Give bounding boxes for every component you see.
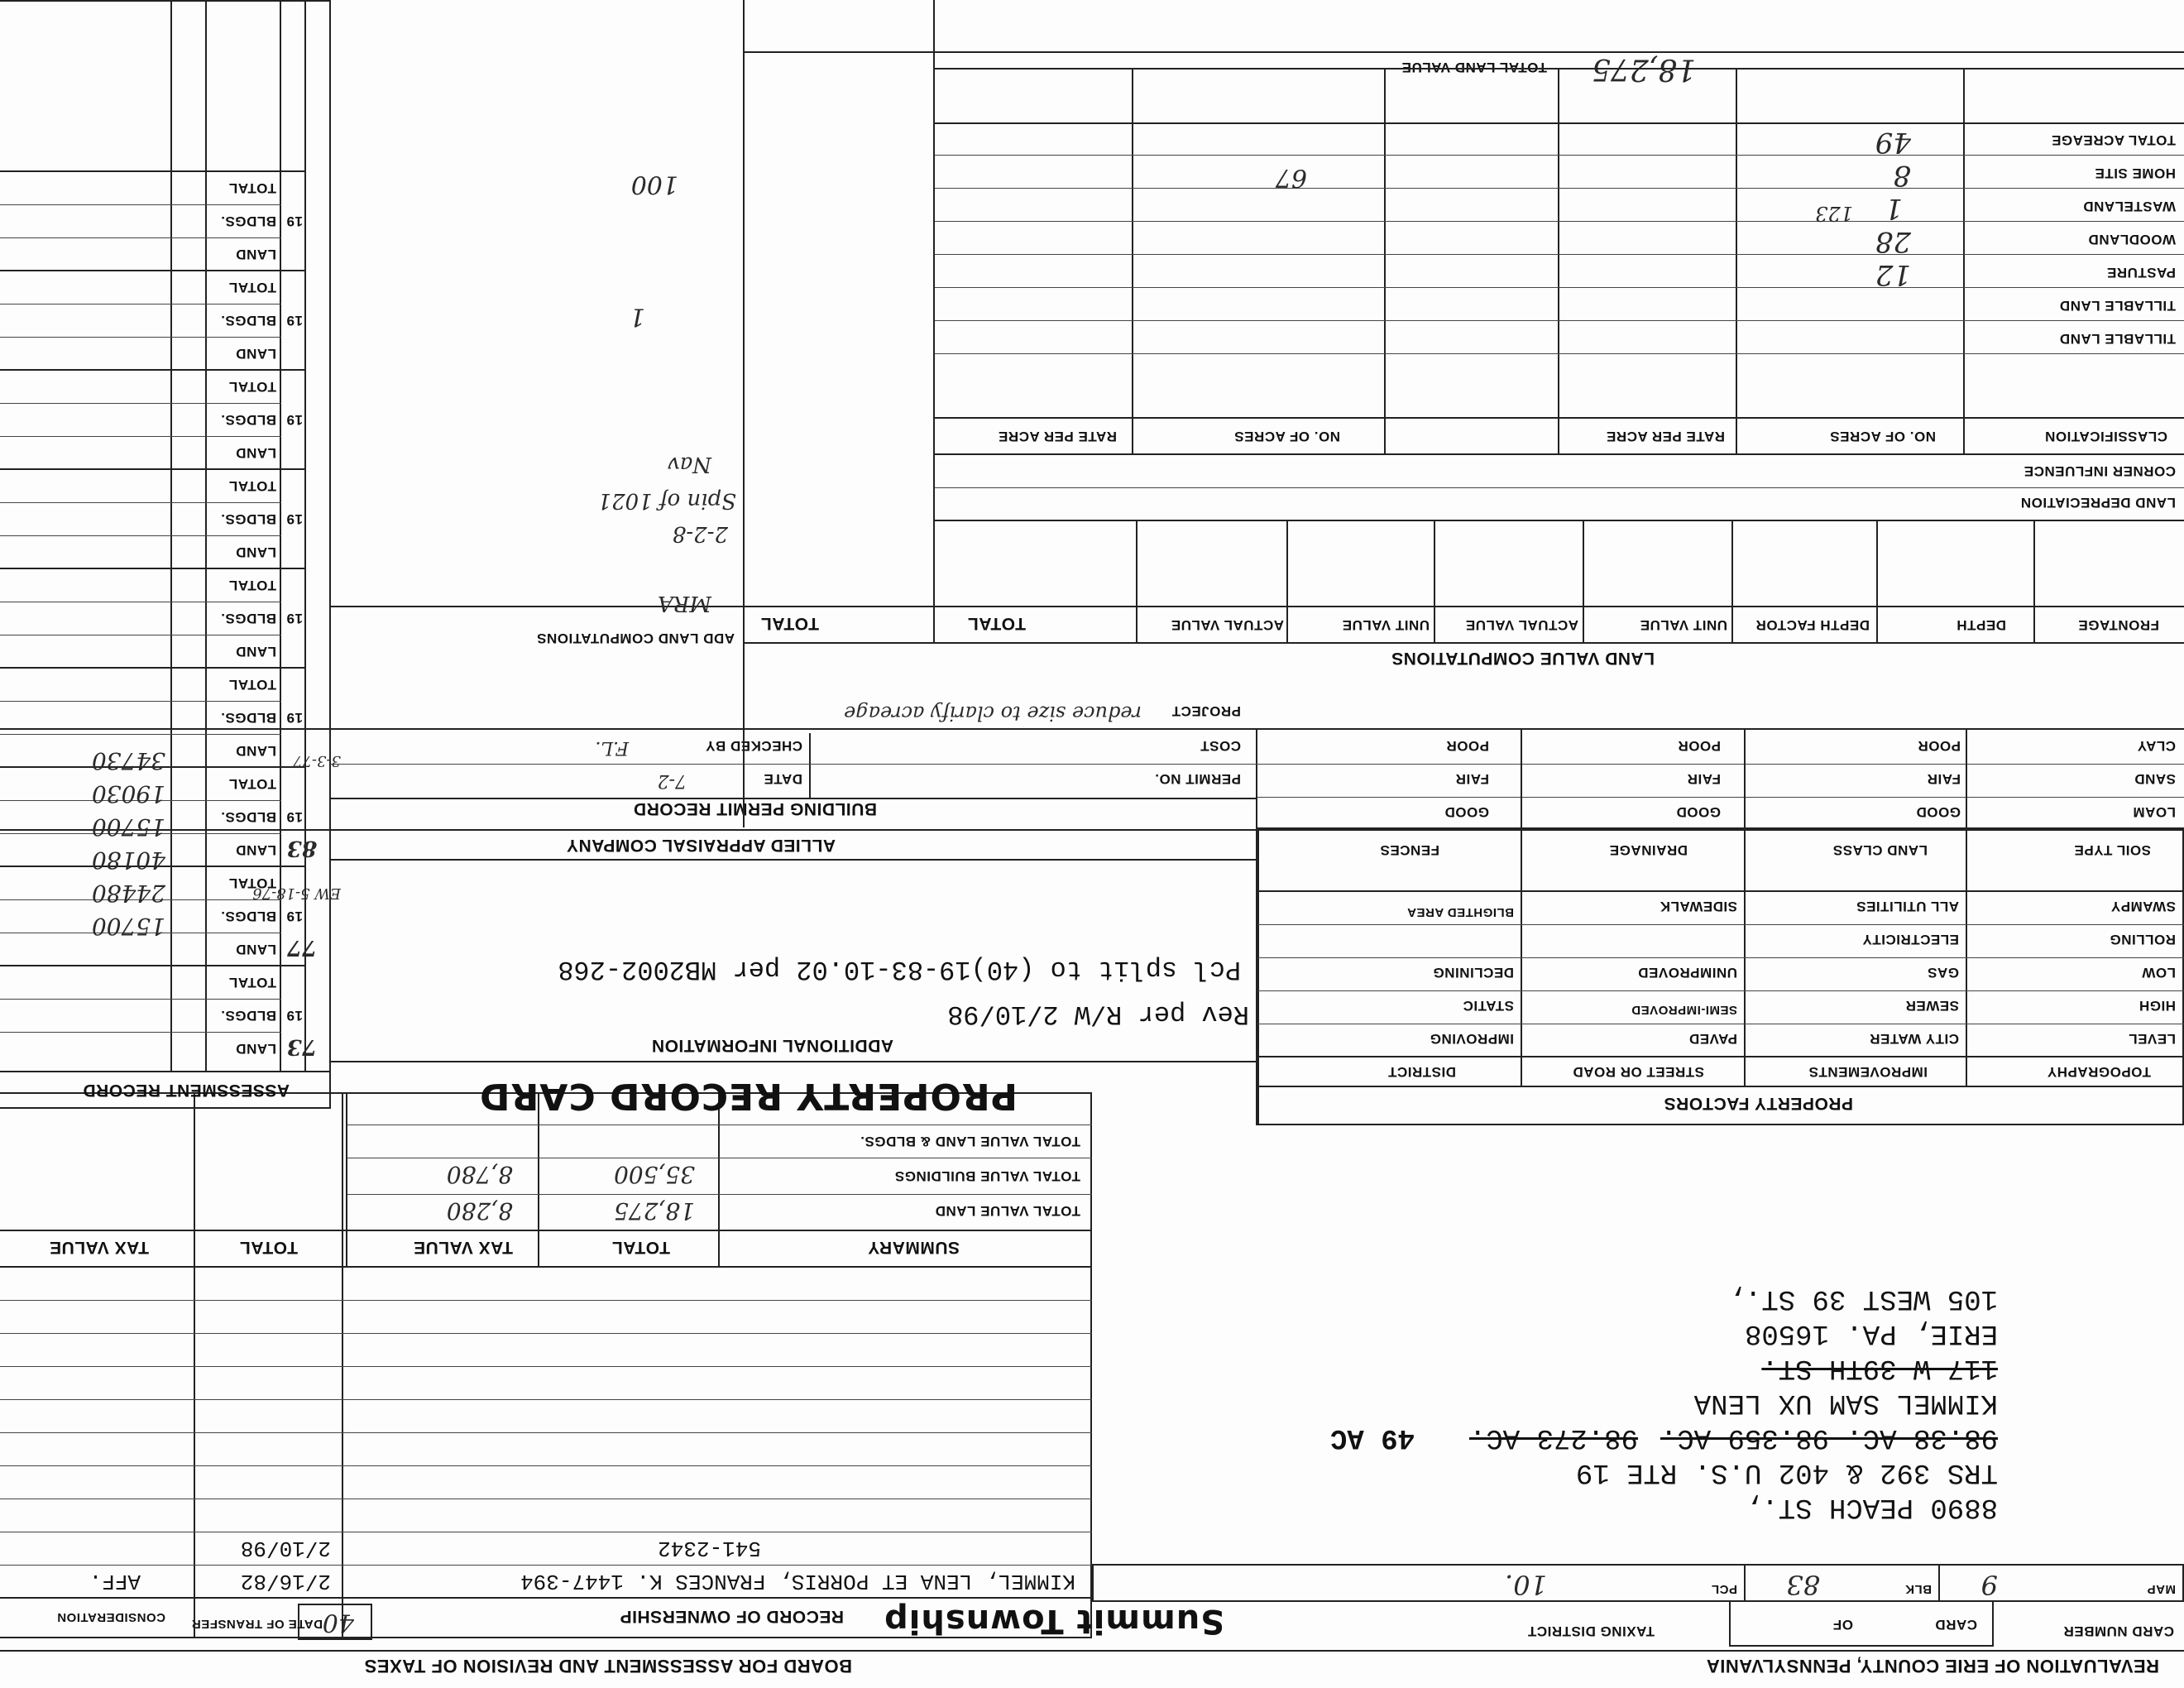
row-woodland: WOODLAND [2088, 232, 2176, 247]
assessment-row-label: BLDGS. [220, 213, 276, 229]
additional-info-line-2: Pcl split to (40)19-83-10.02 per MB2002-268 [558, 954, 1241, 985]
address-line-2: TRS 392 & 402 U.S. RTE 19 [1575, 1456, 1998, 1488]
assessment-year-83: 83 [286, 836, 317, 861]
assessment-row-label: TOTAL [228, 379, 276, 395]
assessment-row-rule [0, 535, 281, 536]
assessment-83-bldgs: 19030 [91, 780, 165, 808]
owner-row-1-consideration: AFF. [89, 1569, 141, 1594]
topography-level: LEVEL [2128, 1031, 2176, 1047]
street-label: STREET OR ROAD [1572, 1064, 1704, 1080]
map-label: MAP [2147, 1582, 2176, 1596]
assessment-side-note-1: EW 5-18-76 [252, 885, 341, 902]
drainage-poor: POOR [1677, 738, 1721, 754]
owner-row-2-date: 2/10/98 [240, 1536, 331, 1561]
hand-tillable-value: 1 [629, 302, 645, 331]
corner-influence-label: CORNER INFLUENCE [2024, 463, 2176, 479]
assessment-row-rule [0, 237, 281, 238]
improvement-electricity: ELECTRICITY [1862, 932, 1959, 947]
assessment-row-rule [0, 403, 281, 404]
land-class-poor: POOR [1917, 738, 1961, 754]
district-improving: IMPROVING [1430, 1031, 1514, 1047]
assessment-year-77: 77 [286, 935, 317, 960]
hand-home-site-value: 100 [630, 170, 678, 199]
no-of-acres-label: NO. OF ACRES [1829, 429, 1936, 444]
taxing-district-label: TAXING DISTRICT [1527, 1623, 1655, 1639]
assessment-row-rule [0, 270, 306, 271]
assessment-year-prefix: 19 [286, 412, 303, 428]
address-line-1: 8890 PEACH ST., [1744, 1491, 1998, 1523]
assessment-row-rule [0, 337, 281, 338]
assessment-year-prefix: 19 [286, 313, 303, 328]
assessment-row-rule [0, 304, 281, 305]
project-hand: reduce size to clarify acreage [844, 702, 1142, 725]
assessment-row-label: TOTAL [228, 776, 276, 792]
land-class-fair: FAIR [1927, 771, 1961, 787]
summary-bldg-total-hand: 35,500 [614, 1161, 695, 1188]
col-unit-value-1: UNIT VALUE [1640, 617, 1727, 633]
add-land-note-mra: MRA [658, 591, 711, 616]
assessment-row-label: LAND [235, 1041, 276, 1057]
assessment-row-label: LAND [235, 842, 276, 858]
assessment-row-label: LAND [235, 247, 276, 262]
assessment-year-prefix: 19 [286, 710, 303, 726]
address-acreage-new: 49 AC [1329, 1422, 1415, 1453]
assessment-row-label: TOTAL [228, 180, 276, 196]
total-value-land-bldgs-label: TOTAL VALUE LAND & BLDGS. [860, 1134, 1080, 1149]
total-land-value-hand: 18,275 [1592, 52, 1696, 86]
property-record-card-title: PROPERTY RECORD CARD [478, 1075, 1018, 1117]
topography-low: LOW [2141, 965, 2176, 981]
address-acreage-struck: 98.38 AC. 98.359 AC. [1660, 1422, 1998, 1453]
district-label: DISTRICT [1387, 1064, 1456, 1080]
street-paved: PAVED [1688, 1031, 1737, 1047]
row-pasture: PASTURE [2106, 265, 2176, 281]
hand-home-site-acres: 8 [1893, 159, 1911, 192]
row-wasteland: WASTELAND [2082, 199, 2176, 214]
permit-no-label: PERMIT NO. [1154, 771, 1241, 787]
col-total-1: TOTAL [967, 614, 1026, 633]
owner-row-1-date: 2/16/82 [240, 1569, 331, 1594]
summary-label: SUMMARY [867, 1238, 960, 1257]
total-value-land-label: TOTAL VALUE LAND [935, 1203, 1080, 1219]
col-actual-value-1: ACTUAL VALUE [1465, 617, 1578, 633]
assessment-year-prefix: 19 [286, 611, 303, 626]
taxing-district-value: 40 [322, 1608, 354, 1637]
land-value-computations-title: LAND VALUE COMPUTATIONS [1391, 649, 1655, 668]
blk-label: BLK [1904, 1582, 1932, 1596]
assessment-row-rule [0, 667, 306, 669]
map-blk-pcl-strip [1092, 1564, 2184, 1602]
district-static: STATIC [1463, 998, 1514, 1014]
assessment-year-prefix: 19 [286, 511, 303, 527]
improvement-sewer: SEWER [1905, 998, 1959, 1014]
assessment-row-label: LAND [235, 445, 276, 461]
assessment-83-total: 34730 [91, 747, 165, 774]
owner-row-1: KIMMEL, LENA ET PORRIS, FRANCES K. 1447-394 [520, 1569, 1075, 1594]
assessment-row-rule [0, 204, 281, 205]
fences-good: GOOD [1444, 804, 1489, 820]
checked-by-hand: F.L. [595, 737, 629, 758]
additional-info-title: ADDITIONAL INFORMATION [651, 1036, 893, 1055]
permit-date-hand: 7-2 [657, 770, 687, 791]
hand-pasture-acres: 12 [1875, 258, 1911, 291]
assessment-row-rule [0, 369, 306, 371]
fences-label: FENCES [1380, 842, 1439, 858]
topography-swampy: SWAMPY [2110, 899, 2176, 914]
district-declining: DECLINING [1433, 965, 1514, 981]
pcl-label: PCL [1711, 1582, 1737, 1596]
summary-tax-value-label: TAX VALUE [413, 1238, 513, 1257]
classification-label: CLASSIFICATION [2044, 429, 2167, 444]
assessment-row-label: BLDGS. [220, 809, 276, 825]
old-mailing-street: 117 W 39TH ST. [1761, 1352, 1998, 1383]
soil-loam: LOAM [2132, 804, 2176, 820]
assessment-row-label: LAND [235, 346, 276, 362]
col-depth: DEPTH [1956, 617, 2006, 633]
add-land-computations-label: ADD LAND COMPUTATIONS [536, 631, 735, 646]
assessment-row-label: TOTAL [228, 578, 276, 593]
assessment-77-land: 15700 [91, 913, 165, 940]
assessment-row-label: BLDGS. [220, 710, 276, 726]
improvement-city-water: CITY WATER [1869, 1031, 1959, 1047]
improvements-label: IMPROVEMENTS [1808, 1064, 1928, 1080]
topography-high: HIGH [2138, 998, 2176, 1014]
assessment-row-label: TOTAL [228, 280, 276, 295]
assessment-row-rule [0, 1032, 281, 1033]
land-class-label: LAND CLASS [1832, 842, 1928, 858]
assessment-year-prefix: 19 [286, 809, 303, 825]
township-name: Summit Township [884, 1602, 1224, 1640]
summary-land-tax-hand: 8,280 [446, 1197, 513, 1225]
drainage-fair: FAIR [1687, 771, 1721, 787]
assessment-year-prefix: 19 [286, 213, 303, 229]
assessment-row-label: BLDGS. [220, 909, 276, 924]
col-total-2: TOTAL [760, 614, 819, 633]
assessment-77-bldgs: 24480 [91, 880, 165, 907]
card-number-label: CARD NUMBER [2063, 1623, 2174, 1639]
col-depth-factor: DEPTH FACTOR [1755, 617, 1870, 633]
assessment-row-label: TOTAL [228, 875, 276, 891]
date-of-transfer-label: DATE OF TRANSFER [191, 1617, 323, 1631]
assessment-row-rule [0, 502, 281, 503]
blk-value: 83 [1786, 1569, 1820, 1600]
summary-total-label: TOTAL [611, 1238, 670, 1257]
mailing-street: 105 WEST 39 ST., [1727, 1283, 1998, 1314]
assessment-row-rule [0, 436, 281, 437]
owner-name: KIMMEL SAM UX LENA [1693, 1387, 1998, 1418]
assessment-row-rule [0, 170, 306, 172]
col-actual-value-2: ACTUAL VALUE [1171, 617, 1284, 633]
assessment-year-73: 73 [286, 1034, 317, 1059]
address-acreage-struck-2: 98.273 AC. [1468, 1422, 1638, 1453]
drainage-good: GOOD [1676, 804, 1721, 820]
fences-fair: FAIR [1455, 771, 1489, 787]
of-label: OF [1832, 1617, 1853, 1633]
card-label: CARD [1934, 1617, 1977, 1633]
summary-total-label-2: TOTAL [239, 1238, 298, 1257]
assessment-row-rule [0, 999, 281, 1000]
pcl-value: 10. [1505, 1569, 1547, 1600]
street-unimproved: UNIMPROVED [1637, 965, 1737, 981]
permit-date-label: DATE [763, 771, 802, 787]
land-class-good: GOOD [1916, 804, 1961, 820]
assessment-77-total: 40180 [91, 846, 165, 874]
street-sidewalk: SIDEWALK [1660, 899, 1737, 914]
row-tillable-land-1: TILLABLE LAND [2059, 298, 2176, 314]
assessment-row-rule [0, 965, 306, 966]
improvement-all-utilities: ALL UTILITIES [1856, 899, 1959, 914]
assessment-row-label: BLDGS. [220, 313, 276, 328]
assessment-row-label: TOTAL [228, 677, 276, 693]
assessment-83-land: 15700 [91, 813, 165, 841]
col-unit-value-2: UNIT VALUE [1342, 617, 1430, 633]
checked-by-label: CHECKED BY [705, 738, 802, 754]
hand-woodland-acres: 28 [1875, 225, 1911, 258]
map-value: 9 [1980, 1569, 1998, 1600]
assessment-row-label: BLDGS. [220, 412, 276, 428]
county-title: REVALUATION OF ERIE COUNTY, PENNSYLVANIA [1706, 1656, 2159, 1676]
assessment-row-label: LAND [235, 743, 276, 759]
assessment-row-label: LAND [235, 942, 276, 957]
building-permit-title: BUILDING PERMIT RECORD [633, 799, 877, 818]
add-land-note-nav: Nav [668, 452, 711, 477]
assessment-row-label: BLDGS. [220, 1008, 276, 1024]
consideration-label: CONSIDERATION [56, 1610, 165, 1624]
assessment-row-rule [0, 568, 306, 569]
topography-rolling: ROLLING [2110, 932, 2176, 947]
assessment-side-note-2: 3-3-77 [293, 752, 341, 770]
row-tillable-land-2: TILLABLE LAND [2059, 331, 2176, 347]
total-value-buildings-label: TOTAL VALUE BUILDINGS [894, 1168, 1080, 1184]
hand-wasteland-acres: 1 [1885, 192, 1903, 225]
rate-per-acre-label-2: RATE PER ACRE [998, 429, 1117, 444]
rate-per-acre-label: RATE PER ACRE [1606, 429, 1725, 444]
add-land-note-spin: Spin of 1021 [597, 488, 736, 513]
no-of-acres-label-2: NO. OF ACRES [1233, 429, 1340, 444]
assessment-year-prefix: 19 [286, 909, 303, 924]
assessment-row-label: BLDGS. [220, 511, 276, 527]
hand-value-note: 67 [1275, 163, 1307, 192]
assessment-row-label: BLDGS. [220, 611, 276, 626]
topography-label: TOPOGRAPHY [2047, 1064, 2151, 1080]
allied-appraisal-label: ALLIED APPRAISAL COMPANY [566, 836, 836, 855]
permit-cost-label: COST [1200, 738, 1241, 754]
summary-land-total-hand: 18,275 [614, 1197, 695, 1225]
district-blighted-area: BLIGHTED AREA [1406, 905, 1514, 919]
soil-clay: CLAY [2137, 738, 2176, 754]
hand-total-acres: 49 [1875, 126, 1911, 159]
assessment-row-label: LAND [235, 544, 276, 560]
total-acreage-label: TOTAL ACREAGE [2051, 132, 2176, 148]
assessment-row-label: TOTAL [228, 975, 276, 990]
soil-type-label: SOIL TYPE [2074, 842, 2151, 858]
assessment-year-prefix: 19 [286, 1008, 303, 1024]
assessment-row-rule [0, 468, 306, 470]
owner-row-2: 541-2342 [658, 1536, 761, 1561]
assessment-row-label: TOTAL [228, 478, 276, 494]
assessment-record-title: ASSESSMENT RECORD [82, 1081, 290, 1100]
ownership-title: RECORD OF OWNERSHIP [620, 1607, 844, 1626]
assessment-row-label: LAND [235, 644, 276, 659]
property-factors-title: PROPERTY FACTORS [1664, 1094, 1853, 1113]
summary-bldg-tax-hand: 8,780 [446, 1161, 513, 1188]
street-semi-improved: SEMI-IMPROVED [1631, 1003, 1737, 1017]
board-title: BOARD FOR ASSESSMENT AND REVISION OF TAXES [364, 1656, 852, 1676]
col-frontage: FRONTAGE [2077, 617, 2159, 633]
hand-wasteland-rate: 123 [1815, 202, 1853, 225]
land-depreciation-label: LAND DEPRECIATION [2020, 495, 2176, 511]
drainage-label: DRAINAGE [1609, 842, 1688, 858]
assessment-row-rule [0, 701, 281, 702]
project-label: PROJECT [1171, 703, 1241, 719]
fences-poor: POOR [1445, 738, 1489, 754]
assessment-record-section [0, 0, 331, 1109]
improvement-gas: GAS [1927, 965, 1959, 981]
total-land-value-label: TOTAL LAND VALUE [1401, 60, 1547, 75]
mailing-city: ERIE, PA. 16508 [1744, 1317, 1998, 1349]
summary-tax-value-label-2: TAX VALUE [49, 1238, 149, 1257]
assessment-row-rule [0, 734, 281, 735]
soil-sand: SAND [2134, 771, 2176, 787]
row-home-site: HOME SITE [2094, 165, 2176, 181]
add-land-note-date: 2-2-8 [672, 521, 728, 546]
additional-info-line-1: Rev per R/W 2/10/98 [947, 999, 1249, 1029]
